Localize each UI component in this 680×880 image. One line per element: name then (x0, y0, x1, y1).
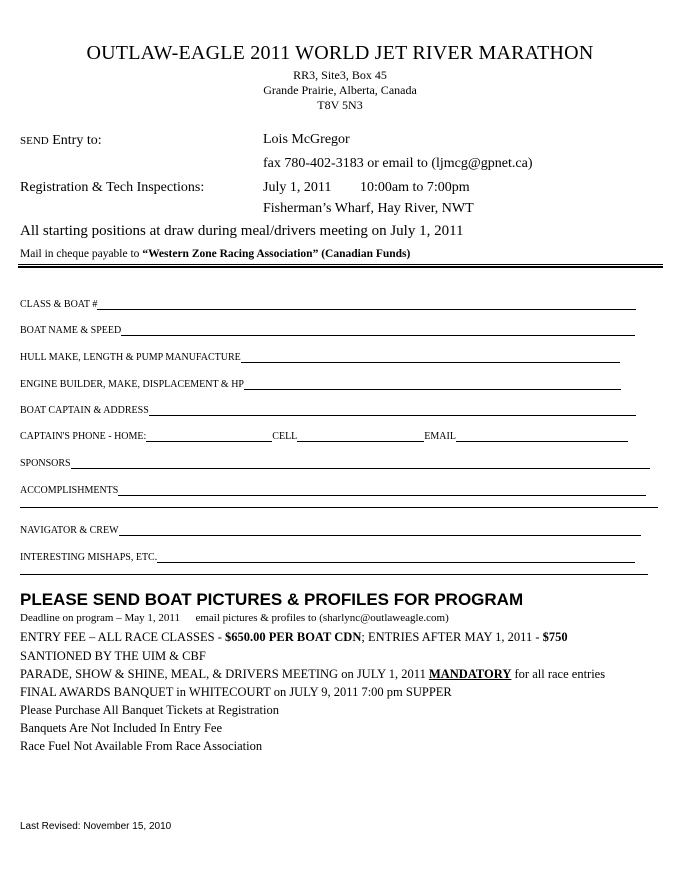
address-line-1: RR3, Site3, Box 45 (293, 68, 387, 82)
phone-home-label: CAPTAIN'S PHONE - HOME: (20, 431, 147, 442)
mishaps-field[interactable] (20, 549, 635, 563)
registration-date: July 1, 2011 (263, 180, 332, 195)
sanctioned: SANTIONED BY THE UIM & CBF (20, 649, 206, 663)
purchase-tickets: Please Purchase All Banquet Tickets at Registration (20, 703, 279, 717)
deadline-text: Deadline on program – May 1, 2011 (20, 612, 180, 624)
divider-top (18, 264, 663, 265)
class-boat-label: CLASS & BOAT # (20, 299, 98, 310)
mandatory-text: MANDATORY (428, 667, 512, 681)
boat-name-field[interactable] (20, 322, 635, 336)
sponsors-field[interactable] (20, 455, 650, 469)
mishaps-extra-line[interactable] (20, 563, 648, 575)
cheque-instructions: Mail in cheque payable to “Western Zone Racing Association” (Canadian Funds) (20, 248, 411, 260)
phone-field[interactable] (20, 428, 628, 442)
engine-label: ENGINE BUILDER, MAKE, DISPLACEMENT & HP (20, 379, 244, 390)
sponsors-input[interactable] (71, 457, 650, 469)
engine-input[interactable] (244, 378, 621, 390)
class-boat-field[interactable] (20, 296, 636, 310)
phone-home-input[interactable] (146, 430, 272, 442)
accomplishments-extra-line[interactable] (20, 496, 658, 508)
boat-name-label: BOAT NAME & SPEED (20, 325, 122, 336)
page-title: OUTLAW-EAGLE 2011 WORLD JET RIVER MARATHON (86, 42, 594, 64)
hull-label: HULL MAKE, LENGTH & PUMP MANUFACTURE (20, 352, 241, 363)
phone-cell-label: CELL (272, 431, 298, 442)
accomplishments-field[interactable] (20, 482, 646, 496)
program-heading: PLEASE SEND BOAT PICTURES & PROFILES FOR PROGRAM (20, 590, 524, 609)
mishaps-input[interactable] (157, 551, 635, 563)
address-line-3: T8V 5N3 (317, 98, 363, 112)
navigator-field[interactable] (20, 522, 641, 536)
last-revised: Last Revised: November 15, 2010 (20, 821, 172, 832)
phone-email-label: EMAIL (424, 431, 456, 442)
phone-email-input[interactable] (456, 430, 628, 442)
starting-positions: All starting positions at draw during meal/drivers meeting on July 1, 2011 (20, 223, 464, 239)
navigator-label: NAVIGATOR & CREW (20, 525, 119, 536)
registration-location: Fisherman’s Wharf, Hay River, NWT (263, 201, 474, 216)
class-boat-input[interactable] (97, 298, 636, 310)
banquets-not-included: Banquets Are Not Included In Entry Fee (20, 721, 223, 735)
accomplishments-label: ACCOMPLISHMENTS (20, 485, 119, 496)
captain-field[interactable] (20, 402, 636, 416)
registration-label: Registration & Tech Inspections: (20, 180, 205, 195)
registration-time: 10:00am to 7:00pm (360, 180, 470, 195)
mishaps-label: INTERESTING MISHAPS, ETC. (20, 552, 158, 563)
divider-bottom (18, 266, 663, 268)
email-pictures-text: email pictures & profiles to (sharlync@outlaweagle.com) (195, 612, 449, 624)
sponsors-label: SPONSORS (20, 458, 71, 469)
parade: PARADE, SHOW & SHINE, MEAL, & DRIVERS MEETING on JULY 1, 2011 MANDATORY for all race entries (20, 667, 606, 681)
captain-label: BOAT CAPTAIN & ADDRESS (20, 405, 149, 416)
navigator-input[interactable] (119, 524, 641, 536)
program-deadline (20, 612, 449, 624)
captain-input[interactable] (149, 404, 636, 416)
boat-name-input[interactable] (121, 324, 635, 336)
race-fuel: Race Fuel Not Available From Race Association (20, 739, 263, 753)
banquet: FINAL AWARDS BANQUET in WHITECOURT on JULY 9, 2011 7:00 pm SUPPER (20, 685, 452, 699)
hull-field[interactable] (20, 349, 620, 363)
send-entry-label: SEND Entry to: (20, 133, 102, 148)
engine-field[interactable] (20, 376, 621, 390)
phone-cell-input[interactable] (297, 430, 424, 442)
accomplishments-input[interactable] (118, 484, 646, 496)
hull-input[interactable] (241, 351, 620, 363)
contact-fax-email: fax 780-402-3183 or email to (ljmcg@gpnet.ca) (263, 156, 533, 171)
contact-name: Lois McGregor (263, 132, 350, 147)
entry-fee: ENTRY FEE – ALL RACE CLASSES - $650.00 PER BOAT CDN; ENTRIES AFTER MAY 1, 2011 - $750 (20, 630, 568, 644)
address-line-2: Grande Prairie, Alberta, Canada (263, 83, 417, 97)
